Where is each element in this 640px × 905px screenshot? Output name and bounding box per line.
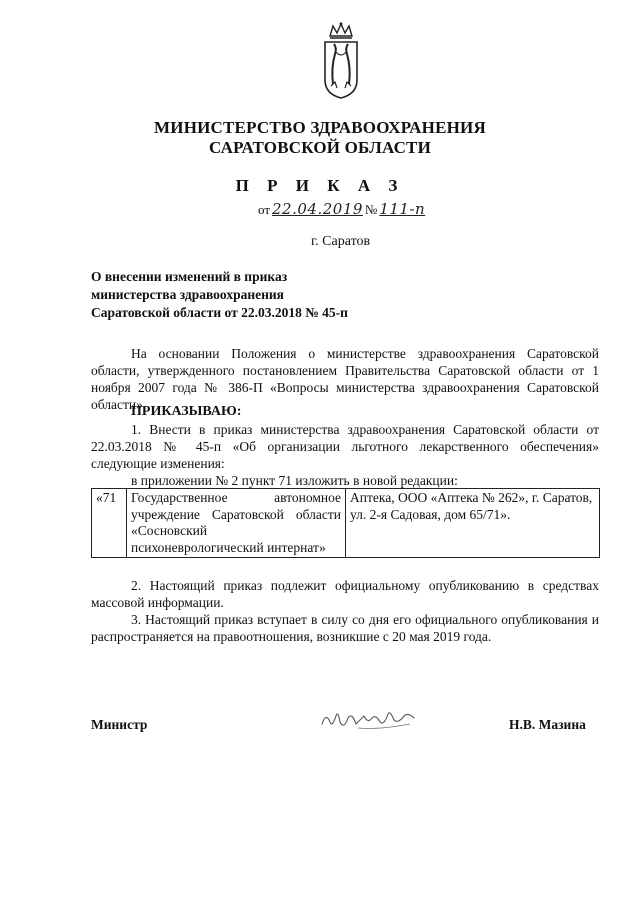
date-prefix: от (258, 202, 271, 217)
amendment-table (91, 488, 600, 558)
handwritten-signature (318, 702, 428, 736)
signer-role: Министр (91, 717, 148, 732)
table-row (92, 489, 600, 558)
item-2-paragraph: 2. Настоящий приказ подлежит официальному опубликованию в средствах массовой информации. (91, 578, 599, 610)
basis-paragraph: На основании Положения о министерстве здравоохранения Саратовской области, утвержденного постановлением Правительства Саратовской области от 1 ноября 2007 года № 386-П «Вопросы министерства здравоохранения Саратовской области», (91, 346, 599, 412)
item-3-paragraph: 3. Настоящий приказ вступает в силу со дня его официального опубликования и распространяется на правоотношения, возникшие с 20 мая 2019 года. (91, 612, 599, 644)
order-number: 111-п (379, 200, 426, 218)
city: г. Саратов (311, 234, 371, 249)
ministry-name-line2: САРАТОВСКОЙ ОБЛАСТИ (208, 138, 432, 157)
institution-cell: Государственное автономное учреждение Саратовской области «Сосновский психоневрологический интернат» (127, 489, 346, 558)
subject-line: министерства здравоохранения (91, 287, 284, 302)
subject-line: О внесении изменений в приказ (91, 269, 288, 284)
coat-of-arms-emblem (321, 22, 361, 100)
order-date: 22.04.2019 (272, 200, 363, 218)
subject-line: Саратовской области от 22.03.2018 № 45-п (91, 305, 348, 320)
pharmacy-cell: Аптека, ООО «Аптека № 262», г. Саратов, ул. 2-я Садовая, дом 65/71». (346, 489, 600, 558)
ministry-name-line1: МИНИСТЕРСТВО ЗДРАВООХРАНЕНИЯ (154, 118, 486, 137)
signer-name: Н.В. Мазина (509, 717, 586, 732)
order-word: ПРИКАЗЫВАЮ: (131, 404, 242, 419)
order-subject (91, 268, 348, 322)
item-1-subparagraph: в приложении № 2 пункт 71 изложить в новой редакции: (131, 473, 458, 488)
item-1-paragraph: 1. Внести в приказ министерства здравоохранения Саратовской области от 22.03.2018 № 45-п «Об организации льготного лекарственного обеспечения» следующие изменения: (91, 422, 599, 471)
item-number-cell: «71 (92, 489, 127, 558)
number-sign: № (364, 202, 378, 217)
order-date-number (258, 200, 425, 218)
document-title: П Р И К А З (235, 176, 405, 195)
